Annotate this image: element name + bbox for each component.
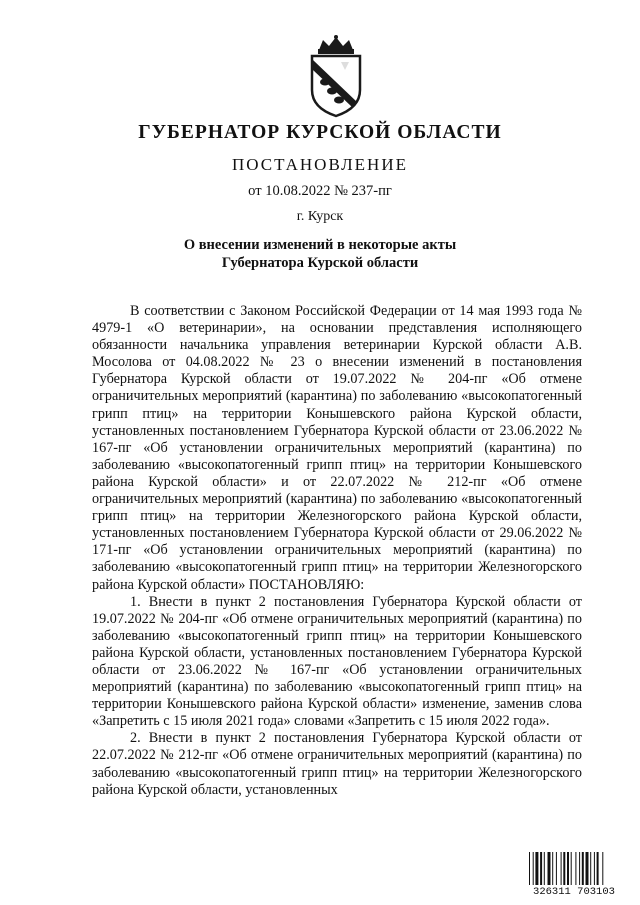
date-number: от 10.08.2022 № 237-пг: [248, 183, 392, 199]
document-title: [0, 236, 640, 272]
barcode-icon: [528, 852, 620, 885]
paragraph-item-2: 2. Внести в пункт 2 постановления Губернатора Курской области от 22.07.2022 № 212-пг «Об отмене ограничительных мероприятий (карантина) по заболеванию «высокопатогенный грипп птиц» на территории Железногорского района Курской области, установленных: [92, 730, 582, 798]
barcode: [528, 852, 620, 900]
coat-of-arms-icon: [301, 34, 371, 118]
paragraph-preamble: В соответствии с Законом Российской Федерации от 14 мая 1993 года № 4979-1 «О ветеринарии», на основании представления исполняющего обязанности начальника управления ветеринарии Курской области А.В. Мосолова от 04.08.2022 № 23 о внесении изменений в постановления Губернатора Курской области от 19.07.2022 № 204-пг «Об отмене ограничительных мероприятий (карантина) по заболеванию «высокопатогенный грипп птиц» на территории Конышевского района Курской области, установленных постановлением Губернатора Курской области от 23.06.2022 № 167-пг «Об установлении ограничительных мероприятий (карантина) по заболеванию «высокопатогенный грипп птиц» на территории Конышевского района Курской области» и от 22.07.2022 № 212-пг «Об отмене ограничительных мероприятий (карантина) по заболеванию «высокопатогенный грипп птиц» на территории Железногорского района Курской области, установленных постановлением Губернатора Курской области от 29.06.2022 № 171-пг «Об установлении ограничительных мероприятий (карантина) по заболеванию «высокопатогенный грипп птиц» на территории Железногорского района Курской области» ПОСТАНОВЛЯЮ:: [92, 303, 582, 593]
document-body: [92, 303, 582, 799]
document-type: ПОСТАНОВЛЕНИЕ: [231, 155, 408, 174]
title-line-2: Губернатора Курской области: [221, 255, 419, 271]
city-label: г. Курск: [296, 209, 344, 224]
paragraph-item-1: 1. Внести в пункт 2 постановления Губернатора Курской области от 19.07.2022 № 204-пг «Об отмене ограничительных мероприятий (карантина) по заболеванию «высокопатогенный грипп птиц» на территории Конышевского района Курской области, установленных постановлением Губернатора Курской области от 23.06.2022 № 167-пг «Об установлении ограничительных мероприятий (карантина) по заболеванию «высокопатогенный грипп птиц» на территории Конышевского района Курской области» изменение, заменив слова «Запретить с 15 июля 2021 года» словами «Запретить с 15 июля 2022 года».: [92, 593, 582, 730]
barcode-number: 326311 703103: [533, 886, 615, 898]
title-line-1: О внесении изменений в некоторые акты: [183, 237, 457, 253]
authority-heading: ГУБЕРНАТОР КУРСКОЙ ОБЛАСТИ: [138, 122, 502, 143]
